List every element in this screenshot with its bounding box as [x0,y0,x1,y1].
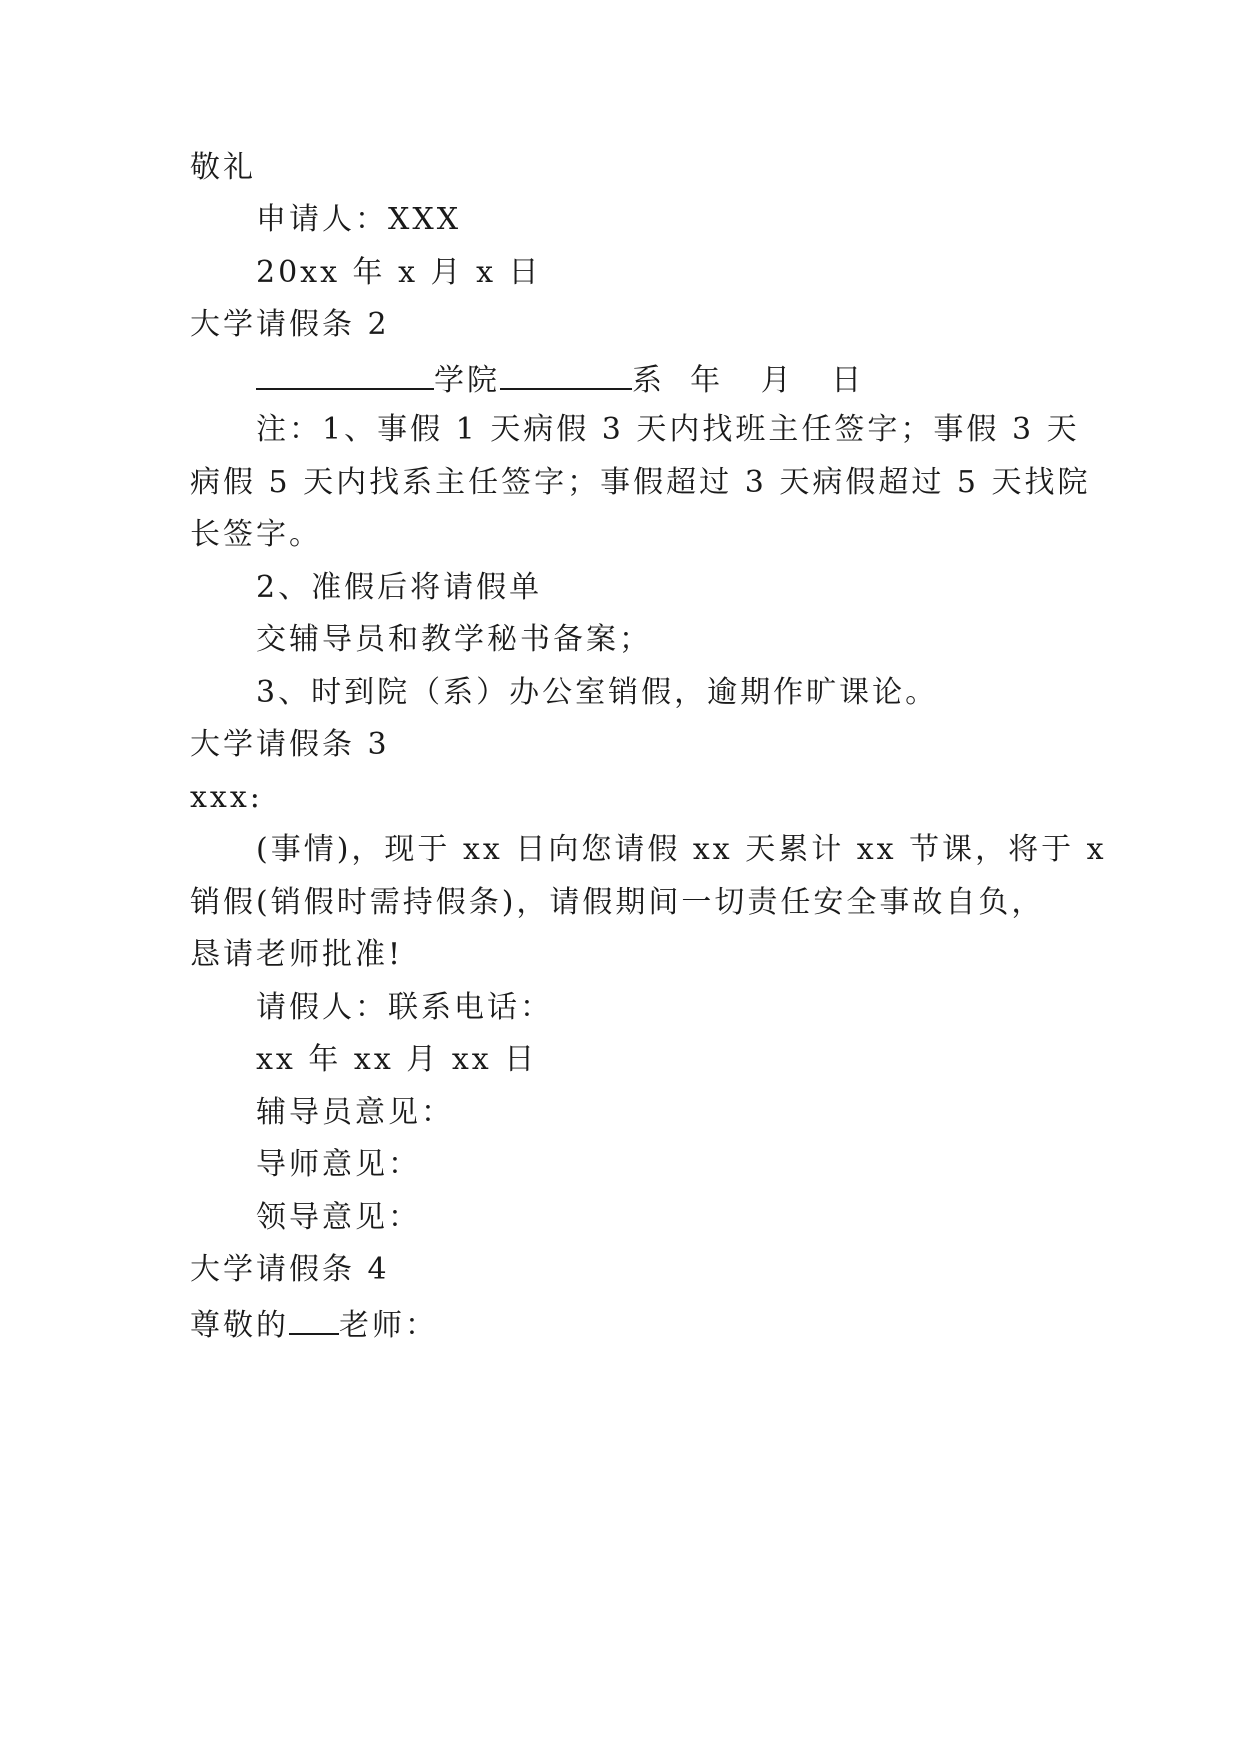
note-line-3: 长签字。 [190,517,322,552]
college-form-line [256,358,864,401]
salutation-3: xxx: [190,780,263,815]
salutation-4 [190,1303,438,1346]
body-line-1: (事情)，现于 xx 日向您请假 xx 天累计 xx 节课，将于 x [256,832,1107,867]
counselor-opinion: 辅导员意见： [256,1095,454,1130]
college-label: 学院 [434,363,500,398]
note-line-2: 病假 5 天内找系主任签字；事假超过 3 天病假超过 5 天找院 [190,465,1091,500]
dept-label: 系 [632,363,665,398]
note2-line-1: 2、准假后将请假单 [256,570,543,605]
college-blank [256,358,434,390]
date-line-3: xx 年 xx 月 xx 日 [256,1042,538,1077]
salutation-prefix: 尊敬的 [190,1308,289,1343]
tutor-opinion: 导师意见： [256,1147,421,1182]
body-line-2: 销假(销假时需持假条)，请假期间一切责任安全事故自负， [190,885,1045,920]
day-label: 日 [831,363,865,398]
year-label: 年 [690,363,724,398]
month-label: 月 [760,363,794,398]
note-line-1: 注：1、事假 1 天病假 3 天内找班主任签字；事假 3 天 [256,412,1080,447]
section-title-4: 大学请假条 4 [190,1252,390,1287]
note2-line-2: 交辅导员和教学秘书备案； [256,622,652,657]
leader-opinion: 领导意见： [256,1200,421,1235]
teacher-name-blank [289,1303,339,1335]
date-line: 20xx 年 x 月 x 日 [256,255,542,290]
salutation-suffix: 老师： [339,1308,438,1343]
body-line-3: 恳请老师批准! [190,937,404,972]
applicant-line: 申请人：XXX [256,202,462,237]
note3-line: 3、时到院（系）办公室销假，逾期作旷课论。 [256,675,939,710]
dept-blank [500,358,632,390]
section-title-2: 大学请假条 2 [190,307,390,342]
closing-text: 敬礼 [190,150,256,185]
signer-line: 请假人：联系电话： [256,990,553,1025]
section-title-3: 大学请假条 3 [190,727,390,762]
